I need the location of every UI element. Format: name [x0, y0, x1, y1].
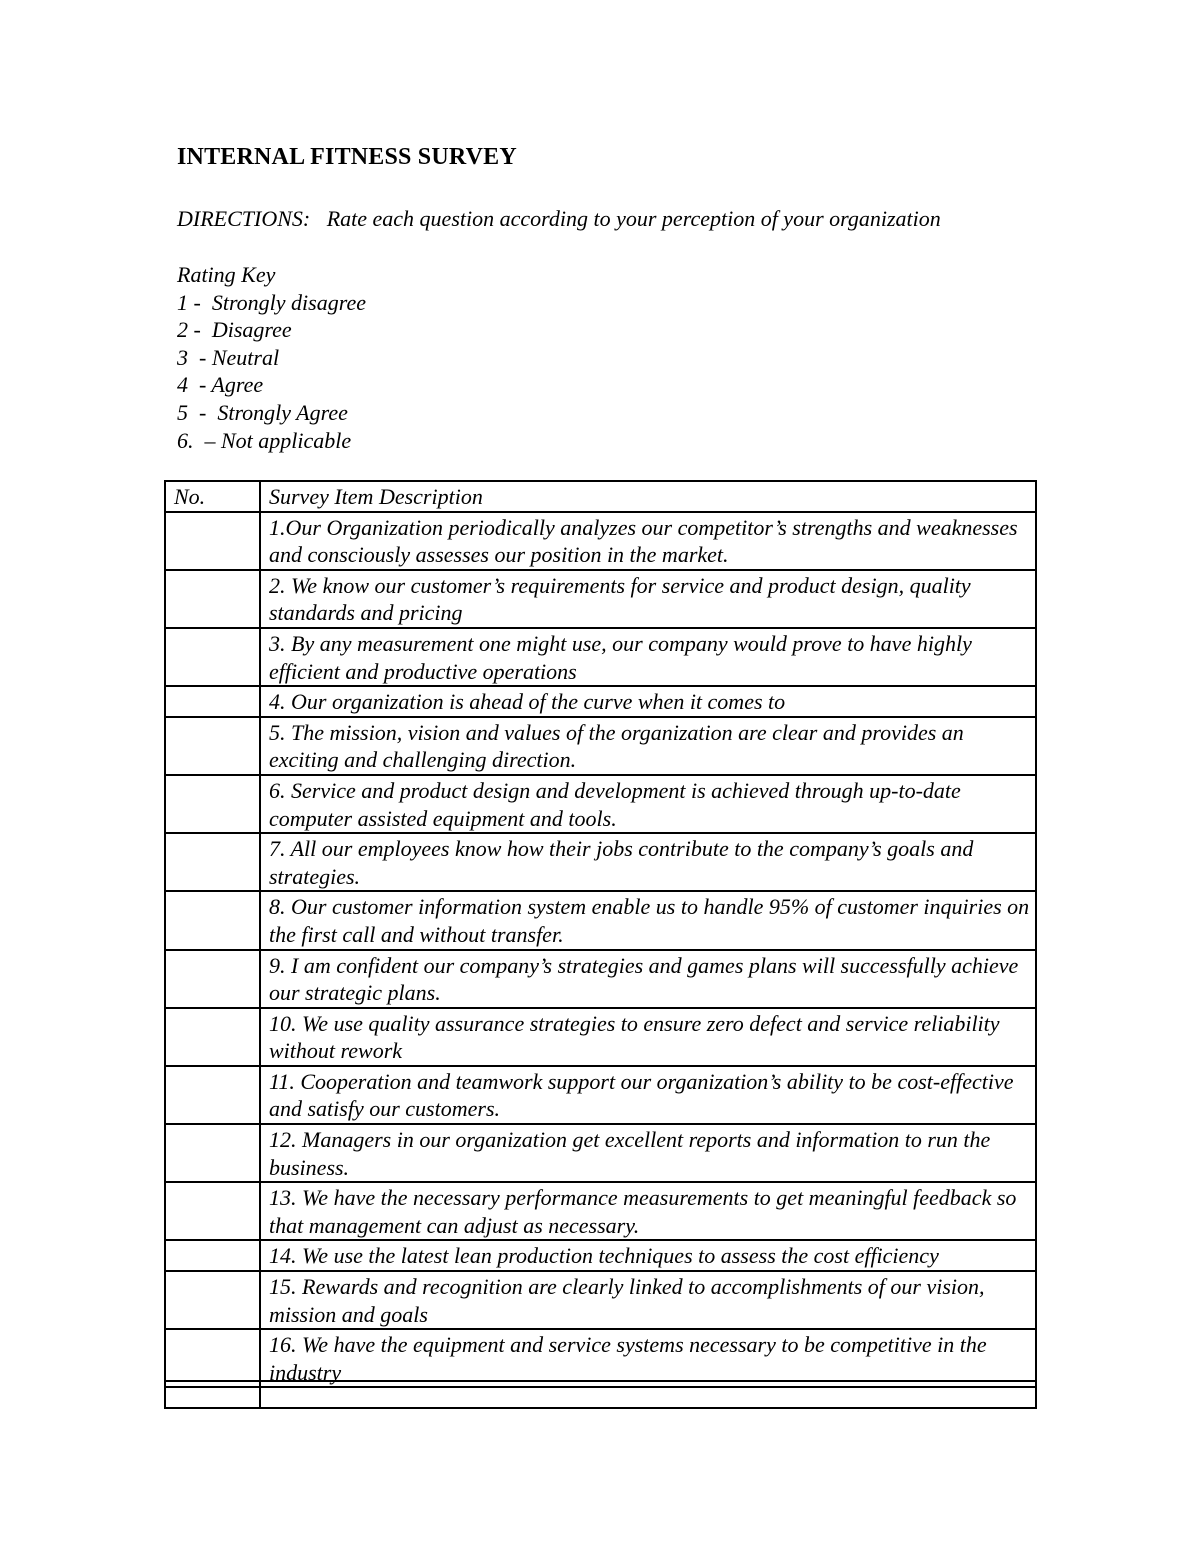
table-row [165, 1124, 1036, 1182]
rating-key-item: 6. – Not applicable [177, 427, 352, 453]
survey-item-text: 4. Our organization is ahead of the curve when it comes to [260, 686, 1036, 717]
survey-table [164, 480, 1037, 1388]
rating-cell[interactable] [165, 950, 260, 1008]
table-row [165, 775, 1036, 833]
survey-item-text: 9. I am confident our company’s strategies and games plans will successfully achieve our strategic plans. [260, 950, 1036, 1008]
rating-key-item: 1 - Strongly disagree [177, 289, 367, 315]
blank-table [164, 1380, 1037, 1409]
table-row [165, 1271, 1036, 1329]
survey-item-text: 5. The mission, vision and values of the organization are clear and provides an exciting and challenging direction. [260, 717, 1036, 775]
rating-cell[interactable] [165, 775, 260, 833]
rating-key-item: 5 - Strongly Agree [177, 399, 348, 425]
column-header-description: Survey Item Description [260, 481, 1036, 512]
rating-cell[interactable] [165, 833, 260, 891]
rating-cell[interactable] [165, 1066, 260, 1124]
rating-cell[interactable] [165, 1008, 260, 1066]
table-row [165, 570, 1036, 628]
table-row [165, 686, 1036, 717]
survey-item-text: 13. We have the necessary performance measurements to get meaningful feedback so that management can adjust as necessary. [260, 1182, 1036, 1240]
survey-item-text: 1.Our Organization periodically analyzes our competitor’s strengths and weaknesses and consciously assesses our position in the market. [260, 512, 1036, 570]
survey-item-text: 6. Service and product design and development is achieved through up-to-date computer assisted equipment and tools. [260, 775, 1036, 833]
table-row [165, 1329, 1036, 1387]
table-row [165, 512, 1036, 570]
table-row [165, 1008, 1036, 1066]
table-row [165, 833, 1036, 891]
table-header-row [165, 481, 1036, 512]
table-row [165, 1066, 1036, 1124]
rating-cell[interactable] [165, 891, 260, 949]
rating-key-item: 2 - Disagree [177, 317, 292, 343]
rating-key-heading: Rating Key [177, 262, 276, 287]
rating-cell[interactable] [165, 570, 260, 628]
rating-key [177, 261, 366, 454]
table-row [165, 1240, 1036, 1271]
blank-table-row [165, 1381, 1036, 1408]
survey-item-text: 12. Managers in our organization get excellent reports and information to run the business. [260, 1124, 1036, 1182]
survey-item-text: 7. All our employees know how their jobs contribute to the company’s goals and strategies. [260, 833, 1036, 891]
rating-cell[interactable] [165, 1124, 260, 1182]
rating-cell[interactable] [165, 1240, 260, 1271]
rating-cell[interactable] [165, 512, 260, 570]
table-row [165, 717, 1036, 775]
rating-cell[interactable] [165, 1271, 260, 1329]
survey-item-text: 11. Cooperation and teamwork support our organization’s ability to be cost-effective and satisfy our customers. [260, 1066, 1036, 1124]
rating-cell[interactable] [165, 628, 260, 686]
survey-item-text: 8. Our customer information system enable us to handle 95% of customer inquiries on the first call and without transfer. [260, 891, 1036, 949]
survey-item-text: 16. We have the equipment and service systems necessary to be competitive in the industry [260, 1329, 1036, 1387]
table-row [165, 891, 1036, 949]
blank-cell-number[interactable] [165, 1381, 260, 1408]
rating-key-item: 3 - Neutral [177, 344, 280, 370]
rating-cell[interactable] [165, 1182, 260, 1240]
page-title: INTERNAL FITNESS SURVEY [177, 144, 517, 170]
rating-cell[interactable] [165, 717, 260, 775]
survey-item-text: 14. We use the latest lean production techniques to assess the cost efficiency [260, 1240, 1036, 1271]
table-row [165, 950, 1036, 1008]
directions-text: DIRECTIONS: Rate each question according to your perception of your organization [177, 206, 941, 231]
table-row [165, 628, 1036, 686]
survey-item-text: 10. We use quality assurance strategies to ensure zero defect and service reliability without rework [260, 1008, 1036, 1066]
survey-item-text: 2. We know our customer’s requirements for service and product design, quality standards and pricing [260, 570, 1036, 628]
rating-cell[interactable] [165, 1329, 260, 1387]
survey-item-text: 3. By any measurement one might use, our company would prove to have highly efficient and productive operations [260, 628, 1036, 686]
rating-key-item: 4 - Agree [177, 372, 264, 398]
table-row [165, 1182, 1036, 1240]
blank-cell-description[interactable] [260, 1381, 1036, 1408]
column-header-number: No. [165, 481, 260, 512]
rating-cell[interactable] [165, 686, 260, 717]
survey-item-text: 15. Rewards and recognition are clearly linked to accomplishments of our vision, mission and goals [260, 1271, 1036, 1329]
